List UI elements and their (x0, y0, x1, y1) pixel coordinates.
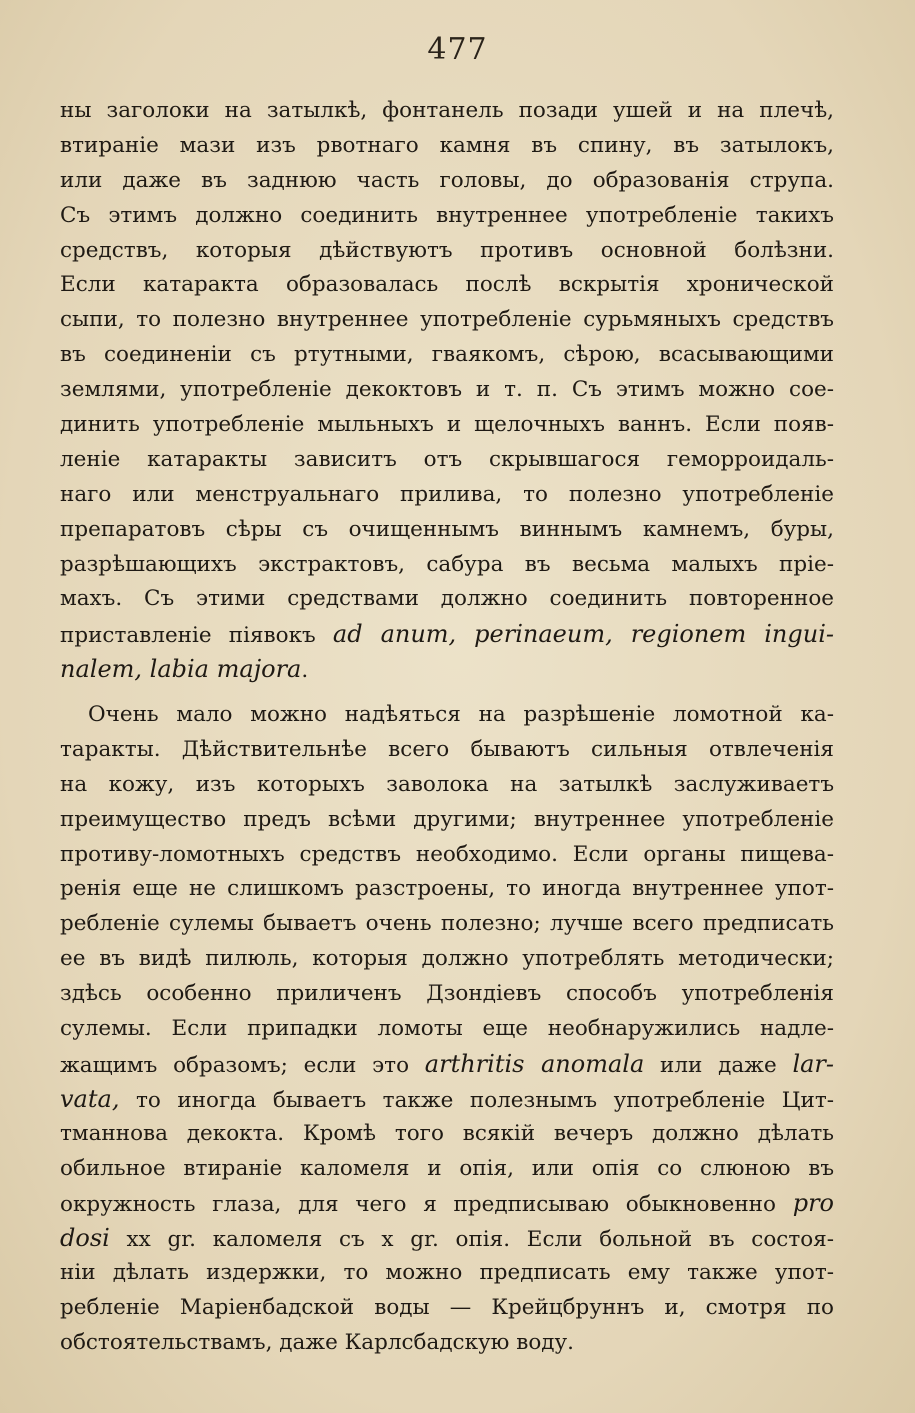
text-line (60, 1082, 834, 1117)
line-text: сыпи, то полезно внутреннее употребленіе сурьмяныхъ средствъ (60, 307, 834, 333)
line-text: . (301, 658, 309, 684)
text-line (60, 513, 834, 548)
text-line (60, 303, 834, 338)
line-text: динить употребленіе мыльныхъ и щелочныхъ ваннъ. Если появ- (60, 412, 834, 438)
line-text: ребленіе сулемы бываетъ очень полезно; лучше всего предписать (60, 911, 834, 937)
line-text: леніе катаракты зависитъ отъ скрывшагося геморроидаль- (60, 446, 834, 472)
text-line (60, 942, 834, 977)
line-text: сулемы. Если припадки ломоты еще необнаружились надле- (60, 1016, 834, 1042)
line-text: ребленіе Маріенбадской воды — Крейцбруннъ и, смотря по (60, 1295, 834, 1321)
line-text: или даже (644, 1052, 793, 1078)
line-text: ніи дѣлать издержки, то можно предписать ему также упот- (60, 1260, 834, 1286)
latin-term: ad anum, perinaeum, regionem ingui- (332, 620, 834, 649)
text-line (60, 617, 834, 652)
line-text: разрѣшающихъ экстрактовъ, сабура въ весьма малыхъ пріе- (60, 551, 834, 577)
line-text: ны заголоки на затылкѣ, фонтанель позади ушей и на плечѣ, (60, 98, 834, 123)
line-text: окружность глаза, для чего я предписываю обыкновенно (60, 1192, 793, 1218)
text-line (60, 733, 834, 768)
latin-term: dosi (60, 1224, 110, 1253)
line-text: обстоятельствамъ, даже Карлсбадскую воду. (60, 1330, 575, 1356)
text-line (60, 1012, 834, 1047)
paragraph-2 (60, 698, 834, 1361)
text-line (60, 838, 834, 873)
line-text: махъ. Съ этими средствами должно соединить повторенное (60, 586, 834, 612)
text-line (60, 129, 834, 164)
text-line (60, 768, 834, 803)
line-text: жащимъ образомъ; если это (60, 1052, 425, 1078)
text-line (60, 1152, 834, 1187)
text-line (60, 338, 834, 373)
text-line (60, 1221, 834, 1256)
text-line (60, 977, 834, 1012)
text-line (60, 1326, 834, 1361)
line-text: препаратовъ сѣры съ очищеннымъ виннымъ камнемъ, буры, (60, 516, 834, 542)
text-line (60, 1047, 834, 1082)
line-text: на кожу, изъ которыхъ заволока на затылкѣ заслуживаетъ (60, 771, 834, 797)
line-text: то иногда бываетъ также полезнымъ употребленіе Цит- (119, 1087, 834, 1113)
line-text: xx gr. каломеля съ x gr. опія. Если больной въ состоя- (109, 1227, 834, 1253)
text-line (60, 268, 834, 303)
line-text: средствъ, которыя дѣйствуютъ противъ основной болѣзни. (60, 237, 834, 263)
text-line (60, 373, 834, 408)
line-text: преимущество предъ всѣми другими; внутреннее употребленіе (60, 806, 834, 832)
text-line (60, 652, 834, 687)
latin-term: lar- (792, 1049, 835, 1078)
line-text: тманнова декокта. Кромѣ того всякій вечеръ должно дѣлать (60, 1120, 834, 1146)
line-text: въ соединеніи съ ртутными, гваякомъ, сѣрою, всасывающими (60, 342, 834, 368)
line-text: втираніе мази изъ рвотнаго камня въ спину, въ затылокъ, (60, 132, 834, 158)
latin-term: pro (792, 1189, 834, 1218)
text-line (60, 803, 834, 838)
text-line (60, 199, 834, 234)
latin-term: nalem, labia majora (60, 655, 302, 684)
text-line (60, 1117, 834, 1152)
text-line (60, 1291, 834, 1326)
line-text: ее въ видѣ пилюль, которыя должно употреблять методически; (60, 946, 834, 972)
text-line (60, 907, 834, 942)
line-text: обильное втираніе каломеля и опія, или опія со слюною въ (60, 1155, 834, 1181)
line-text: здѣсь особенно приличенъ Дзондіевъ способъ употребленія (60, 981, 834, 1007)
line-text: приставленіе піявокъ (60, 623, 333, 649)
line-text: противу-ломотныхъ средствъ необходимо. Если органы пищева- (60, 841, 834, 867)
line-text: Если катаракта образовалась послѣ вскрытія хронической (60, 272, 834, 298)
line-text: землями, употребленіе декоктовъ и т. п. Съ этимъ можно сое- (60, 377, 834, 403)
text-line (60, 1186, 834, 1221)
line-text: Съ этимъ должно соединить внутреннее употребленіе такихъ (60, 202, 834, 228)
text-line (60, 698, 834, 733)
page-number: 477 (427, 32, 488, 67)
latin-term: vata, (60, 1084, 120, 1113)
text-line (60, 234, 834, 269)
text-line (60, 582, 834, 617)
line-text: Очень мало можно надѣяться на разрѣшеніе ломотной ка- (88, 702, 834, 727)
text-line (60, 164, 834, 199)
text-line (60, 478, 834, 513)
text-line (60, 408, 834, 443)
paragraph-1 (60, 94, 834, 687)
line-text: таракты. Дѣйствительнѣе всего бываютъ сильныя отвлеченія (60, 736, 834, 762)
line-text: ренія еще не слишкомъ разстроены, то иногда внутреннее упот- (60, 876, 834, 902)
text-line (60, 1256, 834, 1291)
line-text: или даже въ заднюю часть головы, до образованія струпа. (60, 167, 834, 193)
line-text: наго или менструальнаго прилива, то полезно употребленіе (60, 481, 834, 507)
text-line (60, 548, 834, 583)
text-line (60, 443, 834, 478)
text-line (60, 872, 834, 907)
latin-term: arthritis anomala (424, 1049, 645, 1078)
text-line (60, 94, 834, 129)
